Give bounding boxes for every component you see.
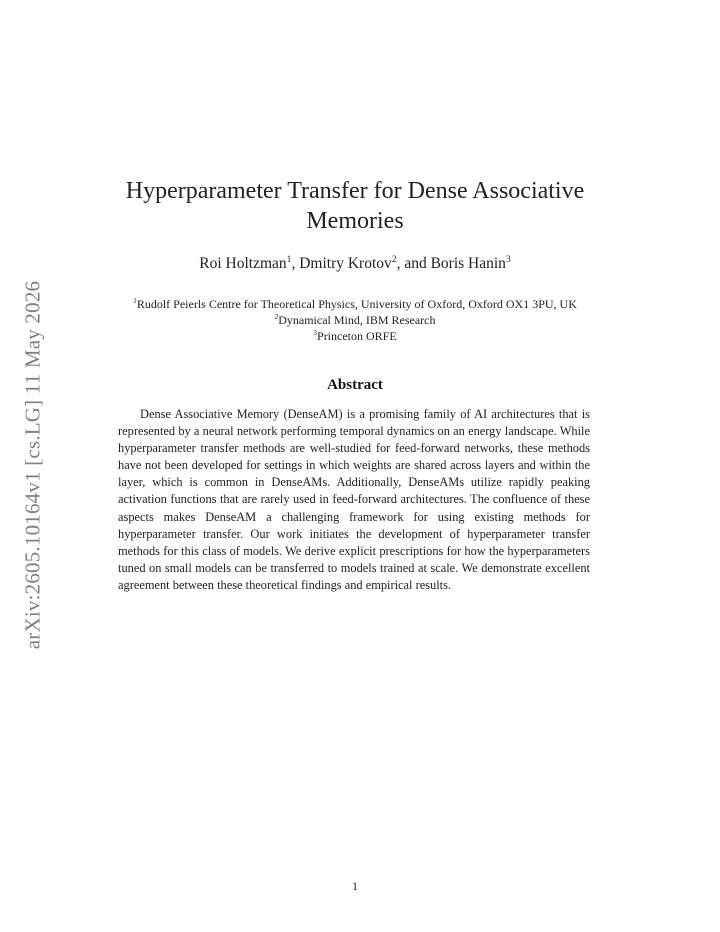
affiliation-text: Rudolf Peierls Centre for Theoretical Physics, University of Oxford, Oxford OX1 3PU, UK	[136, 297, 577, 311]
author-name: Roi Holtzman	[199, 255, 287, 272]
abstract-text: Dense Associative Memory (DenseAM) is a promising family of AI architectures that is represented by a neural network performing temporal dynamics on an energy landscape. While hyperparameter transfer methods are well-studied for feed-forward networks, these methods have not been developed for settings in which weights are shared across layers and within the layer, which is common in DenseAMs. Additionally, DenseAMs utilize rapidly peaking activation functions that are rarely used in feed-forward architectures. The confluence of these aspects makes DenseAM a challenging framework for using existing methods for hyperparameter transfer. Our work initiates the development of hyperparameter transfer methods for this class of models. We derive explicit prescriptions for how the hyperparameters tuned on small models can be transferred to models trained at scale. We demonstrate excellent agreement between these theoretical findings and empirical results.	[118, 407, 590, 592]
author-affiliation-mark: 3	[505, 253, 511, 265]
affiliation-text: Princeton ORFE	[317, 329, 397, 343]
author-affiliation-mark: 1	[286, 253, 292, 265]
affiliation-item	[80, 296, 630, 312]
affiliation-mark: 1	[133, 296, 137, 305]
author-name: Boris Hanin	[430, 255, 506, 272]
affiliation-mark: 3	[313, 328, 318, 337]
author-list	[100, 255, 610, 273]
author-separator: , and	[396, 255, 431, 272]
paper-title: Hyperparameter Transfer for Dense Associative Memories	[125, 178, 585, 234]
abstract-heading: Abstract	[327, 377, 383, 393]
author-affiliation-mark: 2	[391, 253, 397, 265]
affiliation-list	[80, 296, 630, 344]
affiliation-mark: 2	[274, 312, 279, 321]
affiliation-text: Dynamical Mind, IBM Research	[278, 313, 436, 327]
arxiv-identifier-stamp: arXiv:2605.10164v1 [cs.LG] 11 May 2026	[20, 280, 45, 650]
author-name: Dmitry Krotov	[299, 255, 392, 272]
affiliation-item	[80, 328, 630, 344]
affiliation-item	[80, 312, 630, 328]
author-separator: ,	[291, 255, 300, 272]
page-number: 1	[352, 879, 358, 893]
